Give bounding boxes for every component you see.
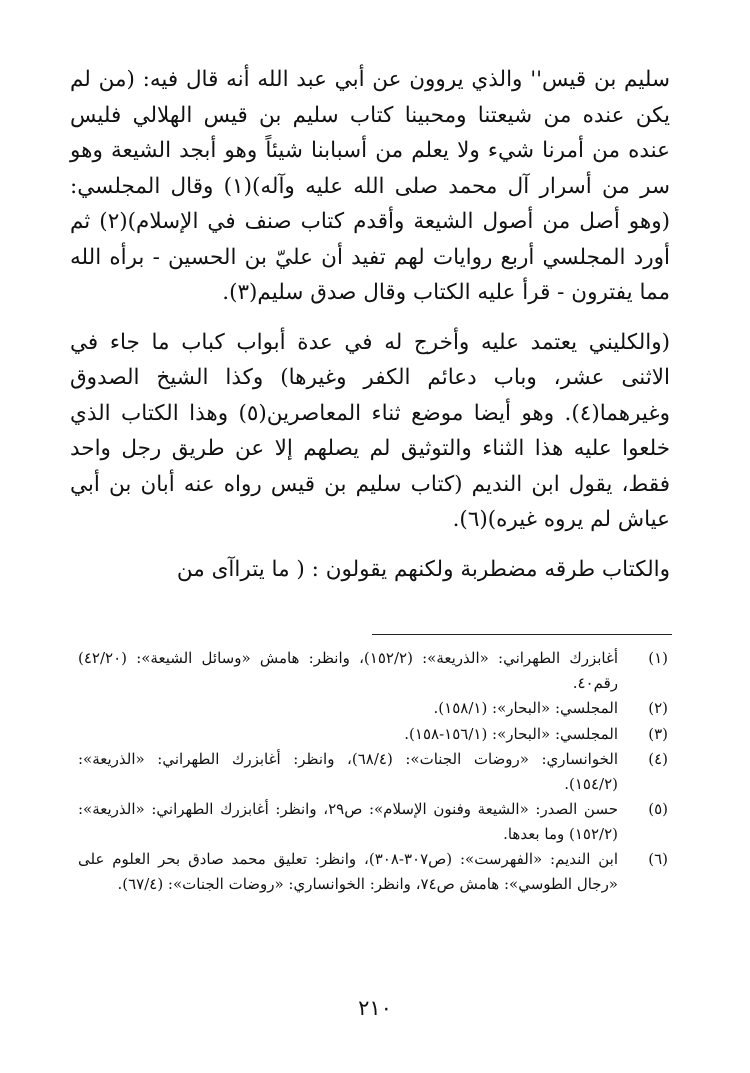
footnotes [78, 646, 668, 897]
footnote-2 [78, 696, 668, 721]
paragraph-2: (والكليني يعتمد عليه وأخرج له في عدة أبواب كباب ما جاء في الاثنى عشر، وباب دعائم الكفر وغيرها) وكذا الشيخ الصدوق وغيرهما(٤). وهو أيضا موضع ثناء المعاصرين(٥) وهذا الكتاب الذي خلعوا عليه هذا الثناء والتوثيق لم يصلهم إلا عن طريق رجل واحد فقط، يقول ابن النديم (كتاب سليم بن قيس رواه عنه أبان بن أبي عياش لم يروه غيره)(٦). [70, 329, 671, 532]
paragraph-1: سليم بن قيس'' والذي يروون عن أبي عبد الله أنه قال فيه: (من لم يكن عنده من شيعتنا ومحبينا كتاب سليم بن قيس الهلالي فليس عنده من أمرنا شيء ولا يعلم من أسبابنا شيئاً وهو أبجد الشيعة وهو سر من أسرار آل محمد صلى الله عليه وآله)(١) وقال المجلسي: (وهو أصل من أصول الشيعة وأقدم كتاب صنف في الإسلام)(٢) ثم أورد المجلسي أربع روايات لهم تفيد أن عليّ بن الحسين - برأه الله مما يفترون - قرأ عليه الكتاب وقال صدق سليم(٣). [70, 67, 671, 305]
main-text-block [70, 62, 670, 587]
footnote-5 [78, 797, 668, 846]
footnote-number: (٥) [648, 800, 668, 818]
footnote-1 [78, 646, 668, 695]
footnote-6 [78, 847, 668, 896]
footnote-text: المجلسي: «البحار»: (١٥٨/١). [433, 699, 618, 717]
footnote-text: ابن النديم: «الفهرست»: (ص٣٠٧-٣٠٨)، وانظر: تعليق محمد صادق بحر العلوم على «رجال الطوسي»: هامش ص٧٤، وانظر: الخوانساري: «روضات الجنات»: (٦٧/٤). [78, 850, 618, 893]
paragraph-3: والكتاب طرقه مضطربة ولكنهم يقولون : ( ما يتراآى من [176, 556, 670, 582]
footnote-4 [78, 747, 668, 796]
footnote-text: حسن الصدر: «الشيعة وفنون الإسلام»: ص٢٩، وانظر: أغابزرك الطهراني: «الذريعة»: (١٥٢/٢) وما بعدها. [78, 800, 619, 843]
footnote-number: (١) [648, 649, 668, 667]
footnote-number: (٣) [648, 724, 668, 743]
footnote-divider [372, 634, 672, 635]
footnote-number: (٤) [648, 750, 668, 768]
footnote-text: المجلسي: «البحار»: (١٥٦/١-١٥٨). [404, 724, 618, 743]
footnote-text: أغابزرك الطهراني: «الذريعة»: (١٥٢/٢)، وانظر: هامش «وسائل الشيعة»: (٤٢/٢٠) رقم٤٠. [78, 649, 618, 692]
page-number: ٢١٠ [358, 996, 392, 1020]
footnote-number: (٢) [648, 699, 668, 717]
footnote-number: (٦) [648, 850, 668, 868]
footnote-text: الخوانساري: «روضات الجنات»: (٦٨/٤)، وانظر: أغابزرك الطهراني: «الذريعة»: (١٥٤/٢). [78, 750, 618, 793]
footnote-3 [78, 722, 668, 747]
